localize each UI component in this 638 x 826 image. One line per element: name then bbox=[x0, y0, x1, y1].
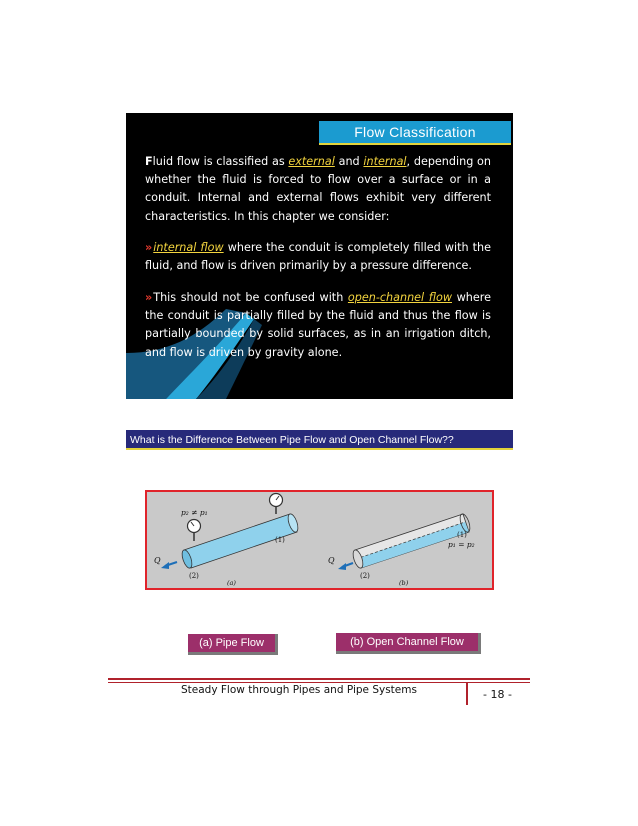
right-pressure-label: p₁ = p₂ bbox=[448, 540, 475, 549]
bullet-2-text-b: where the conduit is partially filled by the fluid and thus the flow is partially bounded by solid surfaces, as in an irrigation ditch, and flow is driven by gravity alone. bbox=[145, 291, 491, 359]
open-channel-flow-caption: (b) Open Channel Flow bbox=[336, 633, 481, 654]
drop-letter: F bbox=[145, 155, 153, 168]
bullet-2-text-a: This should not be confused with bbox=[153, 291, 348, 304]
bullet-1-text: where the conduit is completely filled with the fluid, and flow is driven primarily by a pressure difference. bbox=[145, 241, 491, 273]
right-flow-q: Q bbox=[328, 556, 335, 565]
right-point-2: (2) bbox=[360, 572, 370, 580]
right-point-1: (1) bbox=[457, 531, 467, 539]
right-caption: (b) bbox=[399, 579, 409, 587]
term-internal-flow: internal flow bbox=[153, 241, 224, 254]
question-banner: What is the Difference Between Pipe Flow and Open Channel Flow?? bbox=[126, 430, 513, 450]
page-number: - 18 - bbox=[483, 688, 512, 701]
slide-panel bbox=[126, 113, 513, 399]
intro-text-a: luid flow is classified as bbox=[152, 155, 289, 168]
bullet-marker: » bbox=[145, 241, 153, 254]
bullet-internal-flow bbox=[145, 239, 491, 275]
bullet-marker: » bbox=[145, 291, 153, 304]
bullet-open-channel bbox=[145, 289, 491, 362]
left-caption: (a) bbox=[227, 579, 236, 587]
footer-title: Steady Flow through Pipes and Pipe Systems bbox=[181, 684, 417, 696]
intro-text-and: and bbox=[334, 155, 364, 168]
left-pressure-label: p₂ ≠ p₁ bbox=[181, 508, 208, 517]
footer-rule-top bbox=[108, 678, 530, 680]
slide-title: Flow Classification bbox=[319, 121, 511, 145]
pipe-figure bbox=[145, 490, 494, 590]
left-flow-q: Q bbox=[154, 556, 161, 565]
intro-text-b: , depending on whether the fluid is forced to flow over a surface or in a conduit. Internal and external flows exhibit very different characteristics. In this chapter we consider: bbox=[145, 155, 491, 223]
left-point-2: (2) bbox=[189, 572, 199, 580]
term-open-channel-flow: open-channel flow bbox=[347, 291, 452, 304]
full-pipe bbox=[161, 494, 300, 570]
term-external: external bbox=[288, 155, 335, 168]
footer-divider bbox=[466, 683, 468, 705]
pipe-flow-caption: (a) Pipe Flow bbox=[188, 634, 278, 655]
left-point-1: (1) bbox=[275, 536, 285, 544]
term-internal: internal bbox=[363, 155, 407, 168]
pipe-diagram bbox=[147, 492, 492, 588]
intro-paragraph bbox=[145, 153, 491, 226]
